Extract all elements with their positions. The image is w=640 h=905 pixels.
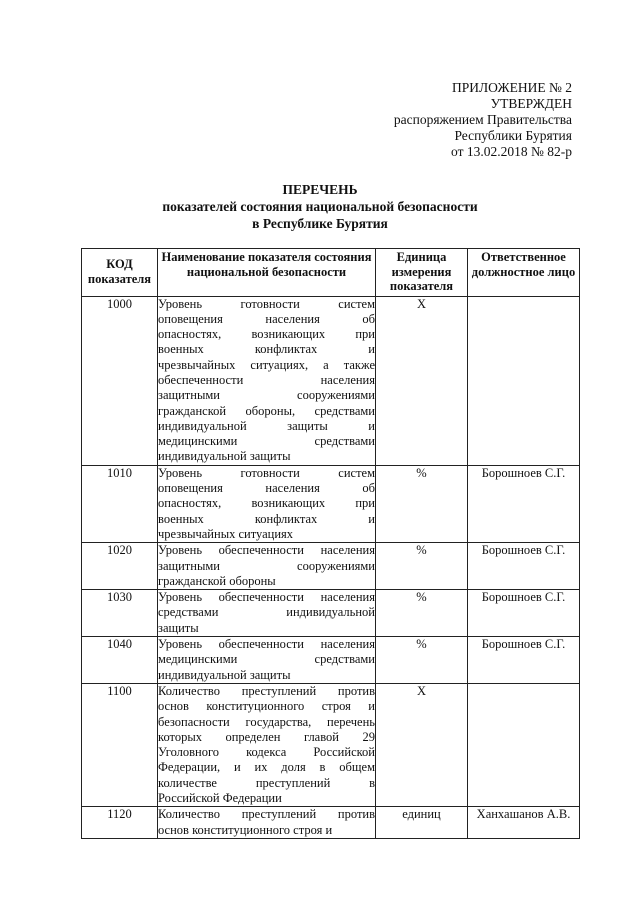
header-unit: Единица измерения показателя bbox=[376, 249, 468, 297]
indicator-code: 1020 bbox=[82, 543, 158, 590]
indicator-name-line: индивидуальной защиты bbox=[158, 667, 291, 682]
indicator-name bbox=[158, 543, 376, 590]
indicator-name-line: защитными сооружениями bbox=[158, 558, 375, 573]
indicator-name-line: защитными сооружениями bbox=[158, 388, 375, 403]
document-title bbox=[0, 181, 640, 232]
responsible-person bbox=[468, 683, 580, 806]
indicator-code: 1030 bbox=[82, 590, 158, 637]
indicator-name-line: индивидуальной защиты bbox=[158, 449, 291, 464]
indicator-name bbox=[158, 465, 376, 542]
approval-stamp bbox=[394, 80, 572, 160]
indicator-name-line: Количество преступлений против bbox=[158, 683, 375, 698]
indicator-name-line: чрезвычайных ситуациях bbox=[158, 526, 294, 541]
header-code: КОД показателя bbox=[82, 249, 158, 297]
indicator-code: 1040 bbox=[82, 637, 158, 684]
table-row bbox=[82, 807, 580, 839]
indicator-code: 1100 bbox=[82, 683, 158, 806]
approval-by-order: распоряжением Правительства bbox=[393, 112, 572, 127]
title-heading: ПЕРЕЧЕНЬ bbox=[282, 182, 358, 197]
indicator-code: 1010 bbox=[82, 465, 158, 542]
approval-appendix-number: ПРИЛОЖЕНИЕ № 2 bbox=[451, 80, 572, 95]
indicator-name-line: безопасности государства, перечень bbox=[158, 714, 375, 729]
indicator-name-line: Уголовного кодекса Российской bbox=[158, 745, 375, 760]
indicator-name-line: медицинскими средствами bbox=[158, 434, 375, 449]
indicator-name bbox=[158, 807, 376, 839]
indicator-name-line: индивидуальной защиты и bbox=[158, 418, 375, 433]
indicator-name-line: Количество преступлений против bbox=[158, 807, 375, 822]
indicator-name-line: защиты bbox=[158, 620, 199, 635]
indicator-name-line: оповещения населения об bbox=[158, 311, 375, 326]
approval-government: Республики Бурятия bbox=[454, 128, 572, 143]
table-header-row bbox=[82, 249, 580, 297]
indicator-name-line: Уровень готовности систем bbox=[158, 296, 375, 311]
indicator-unit: % bbox=[376, 543, 468, 590]
indicator-unit: % bbox=[376, 590, 468, 637]
indicator-name-line: Федерации, и их доля в общем bbox=[158, 760, 375, 775]
approval-approved: УТВЕРЖДЕН bbox=[490, 96, 572, 111]
indicator-name-line: которых определен главой 29 bbox=[158, 729, 375, 744]
indicator-unit: % bbox=[376, 465, 468, 542]
indicator-name-line: опасностях, возникающих при bbox=[158, 496, 375, 511]
table-row bbox=[82, 637, 580, 684]
indicator-name-line: средствами индивидуальной bbox=[158, 605, 375, 620]
indicator-name-line: обеспеченности населения bbox=[158, 372, 375, 387]
indicator-code: 1000 bbox=[82, 296, 158, 465]
indicator-name-line: опасностях, возникающих при bbox=[158, 327, 375, 342]
indicator-name-line: Российской Федерации bbox=[158, 791, 282, 805]
responsible-person: Борошноев С.Г. bbox=[468, 543, 580, 590]
indicator-name-line: гражданской обороны, средствами bbox=[158, 403, 375, 418]
table-row bbox=[82, 590, 580, 637]
indicator-name-line: медицинскими средствами bbox=[158, 652, 375, 667]
indicator-code: 1120 bbox=[82, 807, 158, 839]
table-row bbox=[82, 543, 580, 590]
indicator-name-line: Уровень готовности систем bbox=[158, 465, 375, 480]
indicator-name bbox=[158, 590, 376, 637]
indicator-name-line: основ конституционного строя и bbox=[158, 699, 375, 714]
approval-date-number: от 13.02.2018 № 82-р bbox=[451, 144, 572, 159]
title-region: в Республике Бурятия bbox=[252, 216, 388, 231]
table-body bbox=[82, 296, 580, 838]
responsible-person: Борошноев С.Г. bbox=[468, 465, 580, 542]
table-row bbox=[82, 683, 580, 806]
indicator-name-line: основ конституционного строя и bbox=[158, 822, 333, 837]
table-row bbox=[82, 296, 580, 465]
indicator-name-line: Уровень обеспеченности населения bbox=[158, 543, 375, 558]
responsible-person: Борошноев С.Г. bbox=[468, 590, 580, 637]
responsible-person bbox=[468, 296, 580, 465]
indicator-name-line: оповещения населения об bbox=[158, 481, 375, 496]
responsible-person: Борошноев С.Г. bbox=[468, 637, 580, 684]
indicator-unit: Х bbox=[376, 296, 468, 465]
indicator-name bbox=[158, 296, 376, 465]
indicator-name-line: Уровень обеспеченности населения bbox=[158, 637, 375, 652]
indicator-unit: Х bbox=[376, 683, 468, 806]
indicator-name-line: военных конфликтах и bbox=[158, 511, 375, 526]
indicator-name-line: чрезвычайных ситуациях, а также bbox=[158, 357, 375, 372]
indicator-name bbox=[158, 683, 376, 806]
indicator-name-line: военных конфликтах и bbox=[158, 342, 375, 357]
table-row bbox=[82, 465, 580, 542]
indicator-name-line: гражданской обороны bbox=[158, 573, 276, 588]
indicator-unit: % bbox=[376, 637, 468, 684]
indicators-table bbox=[81, 248, 580, 839]
indicator-name-line: количестве преступлений в bbox=[158, 775, 375, 790]
header-responsible: Ответственное должностное лицо bbox=[468, 249, 580, 297]
indicator-name bbox=[158, 637, 376, 684]
header-name: Наименование показателя состояния национальной безопасности bbox=[158, 249, 376, 297]
title-subject: показателей состояния национальной безопасности bbox=[162, 199, 478, 214]
responsible-person: Ханхашанов А.В. bbox=[468, 807, 580, 839]
indicator-name-line: Уровень обеспеченности населения bbox=[158, 590, 375, 605]
indicator-unit: единиц bbox=[376, 807, 468, 839]
